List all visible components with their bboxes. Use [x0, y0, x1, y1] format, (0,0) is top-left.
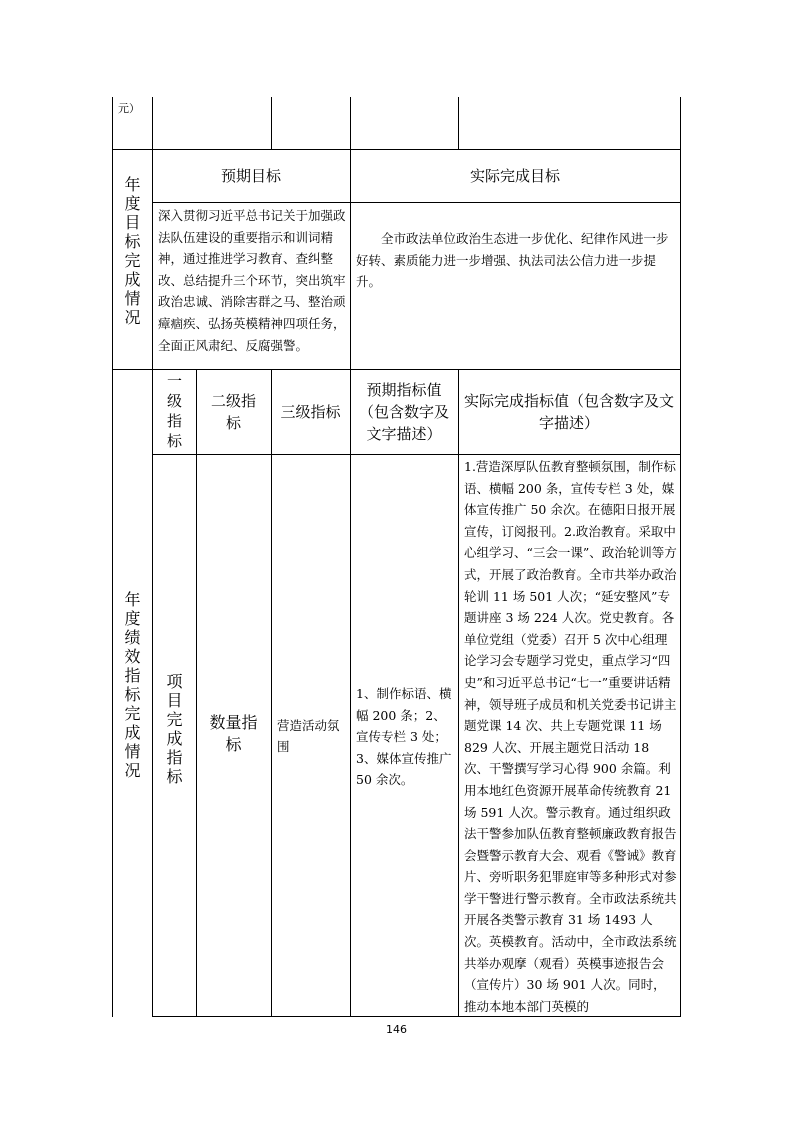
grid-line [152, 1016, 681, 1017]
grid-line [458, 97, 459, 149]
expected-value-header: 预期指标值（包含数字及文字描述） [358, 381, 449, 443]
grid-line [458, 369, 459, 1017]
performance-row-label: 年度绩效指标完成情况 [124, 590, 141, 780]
level2-cell: 数量指标 [209, 713, 258, 754]
top-fragment-label: 元） [118, 102, 140, 115]
grid-line [112, 97, 113, 1017]
grid-line [152, 454, 681, 455]
expected-value-cell: 1、制作标语、横幅 200 条；2、宣传专栏 3 处；3、媒体宣传推广 50 余次。 [356, 686, 452, 788]
actual-target-text: 全市政法单位政治生态进一步优化、纪律作风进一步好转、素质能力进一步增强、执法司法公信力进一步提升。 [356, 231, 669, 290]
page-number: 146 [386, 1023, 407, 1036]
actual-target-header: 实际完成目标 [469, 167, 560, 185]
annual-targets-row-label: 年度目标完成情况 [124, 175, 141, 327]
expected-target-text: 深入贯彻习近平总书记关于加强政法队伍建设的重要指示和训词精神，通过推进学习教育、查纠整改、总结提升三个环节，突出筑牢政治忠诚、消除害群之马、整治顽瘴痼疾、弘扬英模精神四项任务，全面正风肃纪、反腐强警。 [158, 208, 346, 353]
grid-line [350, 97, 351, 369]
actual-value-cell: 1.营造深厚队伍教育整顿氛围，制作标语、横幅 200 条，宣传专栏 3 处，媒体宣传推广 50 余次。在德阳日报开展宣传，订阅报刊。2.政治教育。采取中心组学习、“三会一课”、政治轮训等方式，开展了政治教育。全市共举办政治轮训 11 场 501 人次；“延安整风”专题讲座 3 场 224 人次。党史教育。各单位党组（党委）召开 5 次中心组理论学习会专题学习党史，重点学习“四史”和习近平总书记“七一”重要讲话精神，领导班子成员和机关党委书记讲主题党课 14 次、共上专题党课 11 场 829 人次、开展主题党日活动 18 次、干警撰写学习心得 900 余篇。利用本地红色资源开展革命传统教育 21 场 591 人次。警示教育。通过组织政法干警参加队伍教育整顿廉政教育报告会暨警示教育大会、观看《警诫》教育片、旁听职务犯罪庭审等多种形式对参学干警进行警示教育。全市政法系统共开展各类警示教育 31 场 1493 人次。英模教育。活动中，全市政法系统共举办观摩（观看）英模事迹报告会（宣传片）30 场 901 人次。同时，推动本地本部门英模的 [464, 459, 677, 1014]
grid-line [152, 97, 153, 369]
grid-line [112, 149, 681, 150]
grid-line [271, 97, 272, 149]
level1-cell: 项目完成指标 [166, 672, 183, 786]
grid-line [152, 369, 153, 1017]
grid-line [350, 369, 351, 1017]
actual-value-header: 实际完成指标值（包含数字及文字描述） [463, 392, 674, 432]
expected-target-header: 预期目标 [220, 167, 281, 185]
grid-line [680, 97, 681, 1017]
level2-header: 二级指标 [210, 392, 256, 432]
grid-line [271, 369, 272, 1017]
grid-line [152, 202, 681, 203]
level3-header: 三级指标 [280, 403, 341, 421]
grid-line [196, 369, 197, 1017]
level1-header: 一级指标 [166, 372, 182, 450]
grid-line [112, 369, 681, 370]
level3-cell: 营造活动氛围 [277, 718, 340, 754]
